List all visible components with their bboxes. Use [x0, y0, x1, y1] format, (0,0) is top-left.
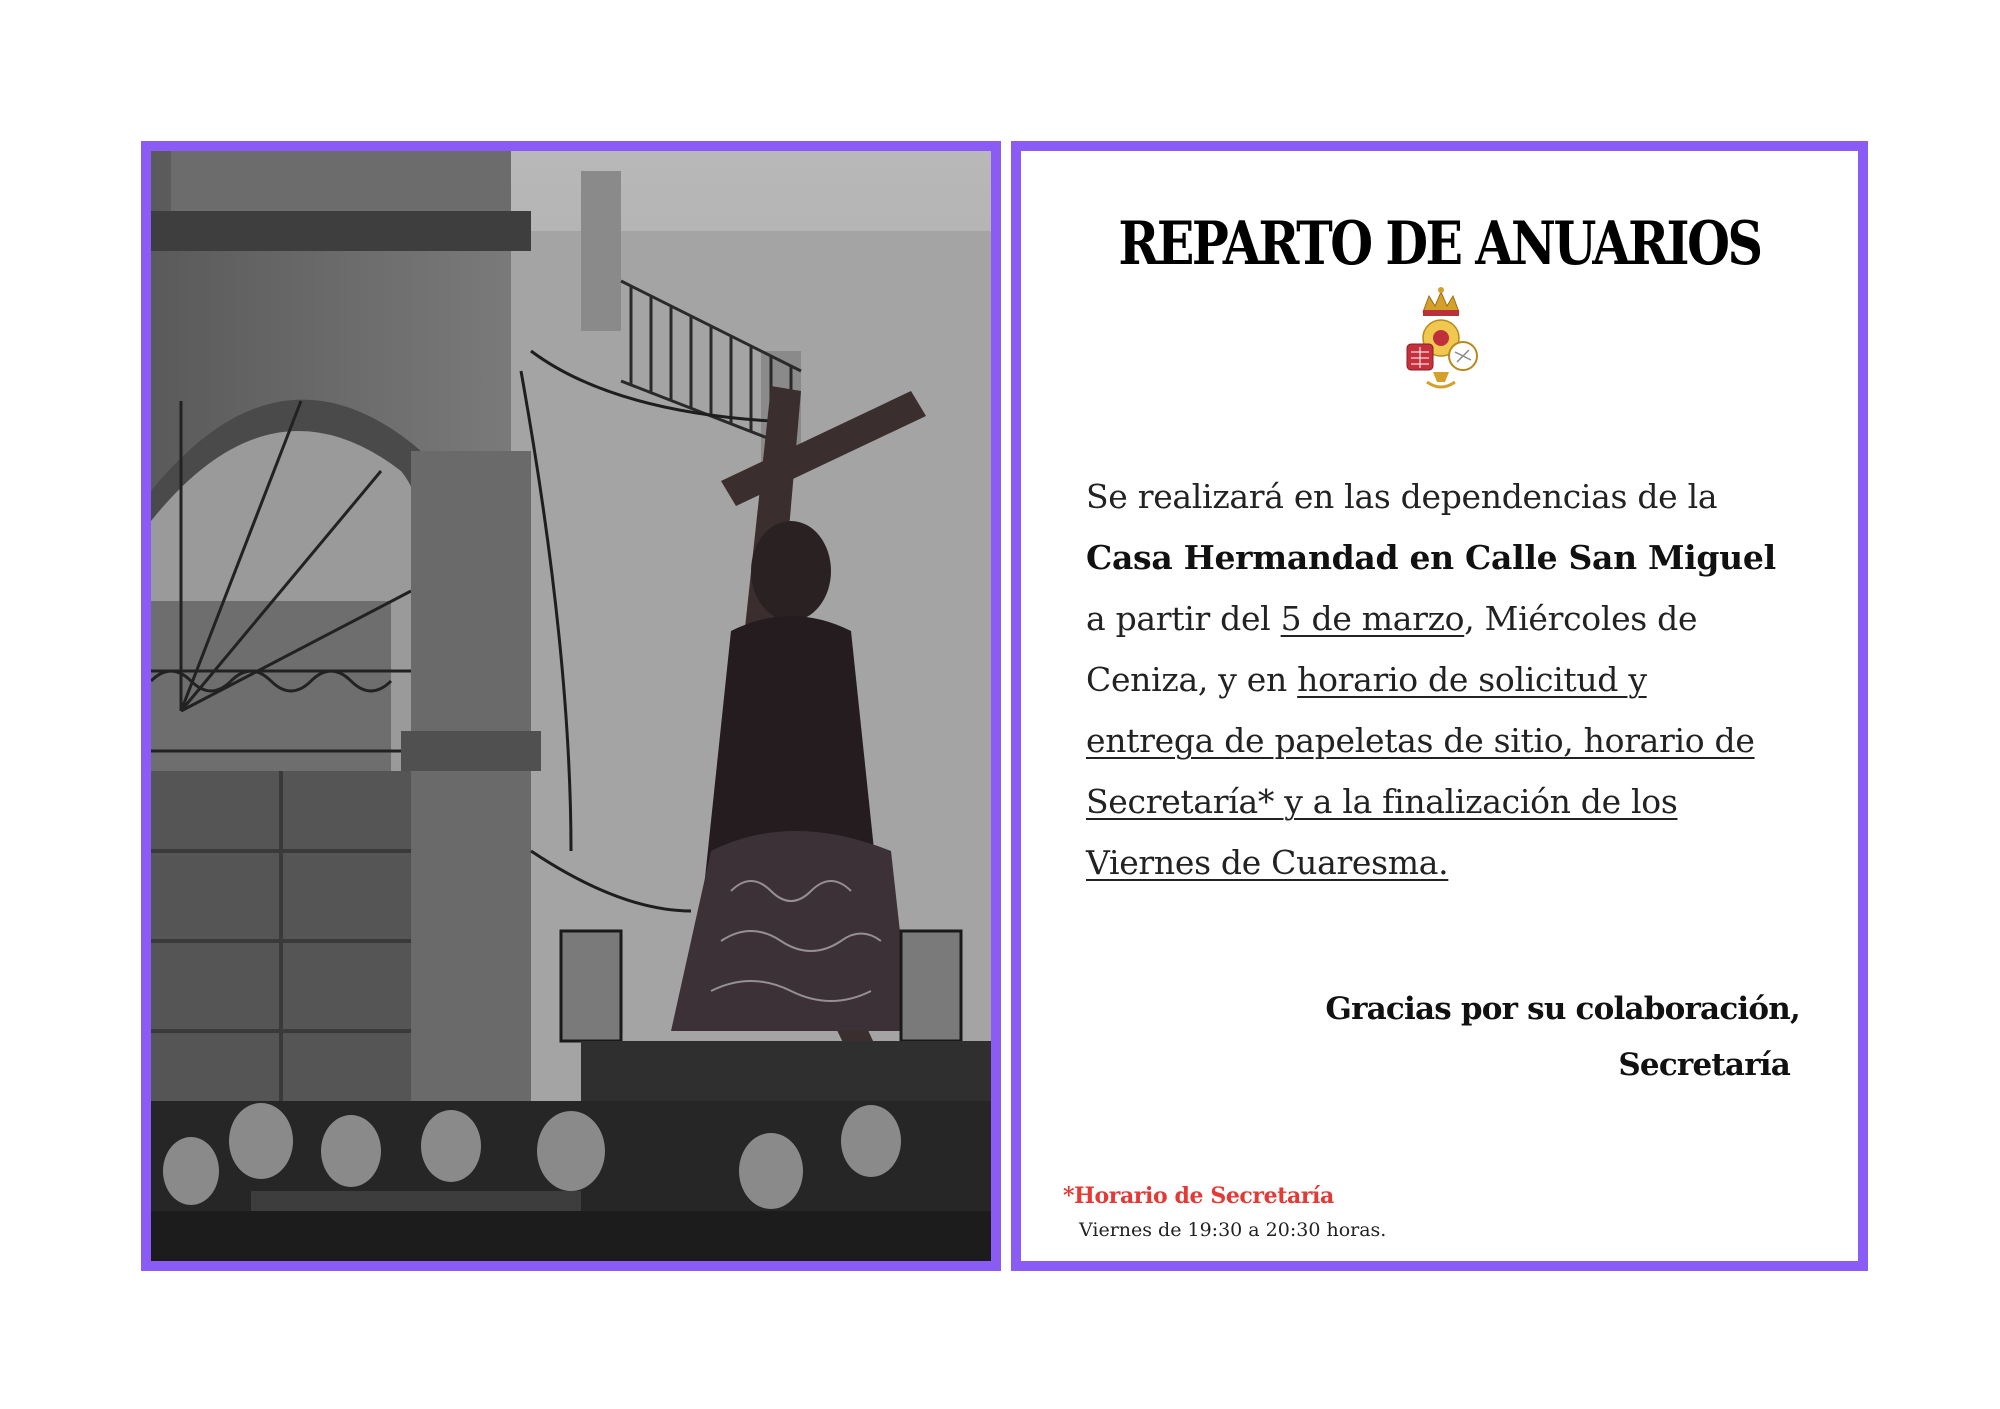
body-line-1: Se realizará en las dependencias de la — [1086, 477, 1718, 516]
body-line-3-end: , Miércoles de — [1464, 599, 1698, 638]
body-date: 5 de marzo — [1280, 599, 1465, 638]
announcement-body — [1086, 466, 1826, 893]
procession-photo-icon — [151, 151, 991, 1261]
page-title: REPARTO DE ANUARIOS — [1118, 209, 1761, 279]
announcement-card — [1011, 141, 1868, 1271]
closing — [1325, 981, 1800, 1093]
body-line-5: entrega de papeletas de sitio, horario de — [1086, 721, 1755, 760]
procession-photo — [141, 141, 1001, 1271]
brotherhood-emblem-icon — [1399, 286, 1483, 390]
footnote-text: Viernes de 19:30 a 20:30 horas. — [1079, 1219, 1387, 1241]
body-line-3-start: a partir del — [1086, 599, 1281, 638]
body-line-4 — [1086, 649, 1826, 710]
body-line-6: Secretaría* y a la finalización de los — [1086, 782, 1678, 821]
body-line-7: Viernes de Cuaresma. — [1086, 843, 1449, 882]
body-line-3 — [1086, 588, 1826, 649]
body-location: Casa Hermandad en Calle San Miguel — [1086, 538, 1776, 577]
body-line-4-start: Ceniza, y en — [1086, 660, 1298, 699]
closing-signature: Secretaría — [1618, 1047, 1790, 1083]
closing-thanks: Gracias por su colaboración, — [1325, 991, 1800, 1027]
body-schedule-start: horario de solicitud y — [1297, 660, 1647, 699]
footnote-title: *Horario de Secretaría — [1063, 1183, 1334, 1209]
